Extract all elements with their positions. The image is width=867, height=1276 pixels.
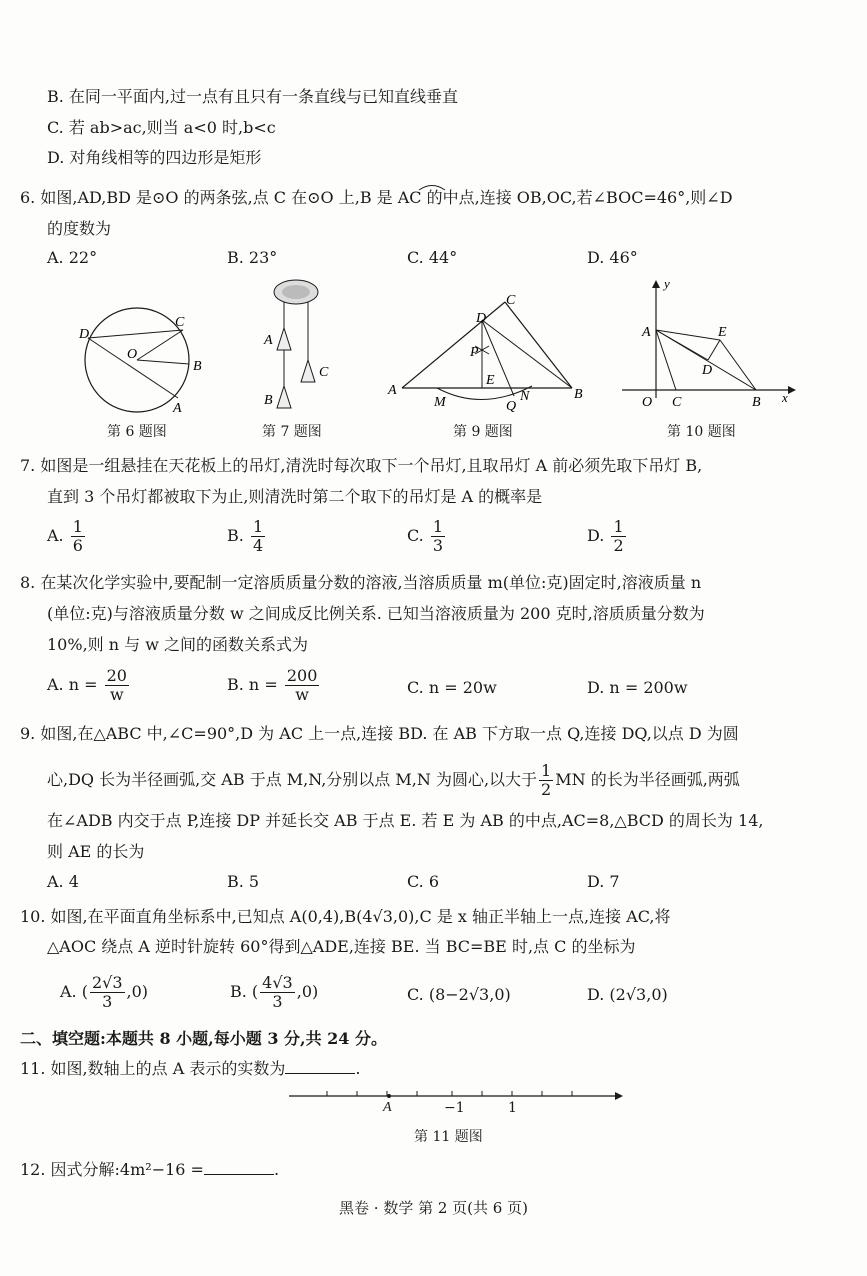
svg-text:B: B bbox=[574, 387, 583, 402]
q10-stem-line2: △AOC 绕点 A 逆时针旋转 60°得到△ADE,连接 BE. 当 BC=BE 时,点 C 的坐标为 bbox=[47, 937, 636, 956]
svg-text:M: M bbox=[434, 395, 446, 410]
figure-9-triangle bbox=[382, 290, 597, 420]
figure-6-caption: 第 6 题图 bbox=[107, 424, 167, 440]
q7-option-c-label: C. bbox=[407, 526, 424, 545]
q7-stem-line1: 7. 如图是一组悬挂在天花板上的吊灯,清洗时每次取下一个吊灯,且取吊灯 A 前必须先取下吊灯 B, bbox=[20, 456, 703, 475]
q7-option-a-label: A. bbox=[47, 526, 64, 545]
denominator: 3 bbox=[102, 992, 113, 1011]
q5-option-d: D. 对角线相等的四边形是矩形 bbox=[47, 148, 262, 167]
q9-option-c: C. 6 bbox=[407, 872, 440, 891]
q9-stem-line4: 则 AE 的长为 bbox=[47, 842, 145, 861]
numerator: 1 bbox=[252, 517, 264, 536]
denominator: w bbox=[109, 685, 124, 704]
svg-text:B: B bbox=[264, 393, 273, 408]
svg-text:A: A bbox=[173, 401, 182, 416]
q7-option-a bbox=[47, 518, 87, 555]
q9-stem-line3: 在∠ADB 内交于点 P,连接 DP 并延长交 AB 于点 E. 若 E 为 AB 的中点,AC=8,△BCD 的周长为 14, bbox=[47, 811, 764, 830]
numerator: 2√3 bbox=[91, 973, 123, 992]
svg-text:B: B bbox=[193, 359, 202, 374]
denominator: 3 bbox=[432, 536, 444, 555]
denominator: 3 bbox=[272, 992, 283, 1011]
q8-option-b-fraction bbox=[285, 667, 320, 704]
q8-option-c: C. n = 20w bbox=[407, 678, 497, 697]
q11-period: . bbox=[355, 1059, 361, 1078]
q10-option-b bbox=[230, 974, 318, 1011]
q6-option-c: C. 44° bbox=[407, 248, 458, 267]
q7-option-c bbox=[407, 518, 447, 555]
figure-7-lamps bbox=[256, 278, 346, 418]
page-footer: 黑卷 · 数学 第 2 页(共 6 页) bbox=[339, 1199, 528, 1217]
figure-10-coordinates bbox=[620, 278, 800, 418]
denominator: 6 bbox=[72, 536, 83, 555]
q7-option-d-label: D. bbox=[587, 526, 605, 545]
q9-option-b: B. 5 bbox=[227, 872, 260, 891]
q10-option-a-fraction bbox=[90, 974, 125, 1011]
svg-text:y: y bbox=[664, 276, 670, 291]
q7-option-a-fraction bbox=[71, 518, 85, 555]
svg-text:C: C bbox=[175, 315, 185, 330]
svg-text:Q: Q bbox=[506, 399, 517, 414]
q9-stem-line2 bbox=[47, 762, 740, 799]
q12-answer-blank[interactable] bbox=[204, 1160, 274, 1175]
q10-option-b-prefix: B. ( bbox=[230, 982, 259, 1001]
svg-text:x: x bbox=[782, 390, 788, 405]
q12-period: . bbox=[273, 1160, 280, 1179]
q8-option-a-label: A. n = bbox=[47, 675, 98, 694]
svg-text:A: A bbox=[264, 333, 273, 348]
q10-option-d: D. (2√3,0) bbox=[587, 985, 668, 1004]
q11-stem bbox=[20, 1058, 360, 1080]
section-2-heading: 二、填空题:本题共 8 小题,每小题 3 分,共 24 分。 bbox=[20, 1029, 388, 1048]
q11-label-a: A bbox=[383, 1100, 392, 1115]
q9-line2-part1: 心,DQ 长为半径画弧,交 AB 于点 M,N,分别以点 M,N 为圆心,以大于 bbox=[47, 770, 538, 789]
svg-text:P: P bbox=[470, 345, 479, 360]
q8-option-a-fraction bbox=[105, 667, 129, 704]
q11-label-one: 1 bbox=[508, 1100, 517, 1116]
q10-option-b-fraction bbox=[260, 974, 295, 1011]
q11-label-minus-one: −1 bbox=[444, 1100, 465, 1116]
svg-text:E: E bbox=[718, 325, 727, 340]
q5-option-c: C. 若 ab>ac,则当 a<0 时,b<c bbox=[47, 118, 276, 137]
q10-option-c: C. (8−2√3,0) bbox=[407, 985, 511, 1004]
denominator: 4 bbox=[252, 536, 264, 555]
figure-6-circle bbox=[75, 298, 215, 428]
q7-option-b-fraction bbox=[251, 518, 265, 555]
q9-line2-part2: MN 的长为半径画弧,两弧 bbox=[555, 770, 740, 789]
svg-text:A: A bbox=[642, 325, 651, 340]
q7-option-c-fraction bbox=[431, 518, 445, 555]
q9-half-fraction bbox=[539, 762, 553, 799]
figure-11-caption: 第 11 题图 bbox=[414, 1129, 483, 1145]
arc-mark bbox=[417, 183, 447, 191]
numerator: 1 bbox=[541, 761, 552, 780]
numerator: 1 bbox=[432, 517, 444, 536]
svg-text:N: N bbox=[520, 389, 530, 404]
q8-option-b-label: B. n = bbox=[227, 675, 278, 694]
figure-7-caption: 第 7 题图 bbox=[262, 424, 322, 440]
q9-option-d: D. 7 bbox=[587, 872, 620, 891]
q12-stem bbox=[20, 1159, 279, 1181]
q10-stem-line1: 10. 如图,在平面直角坐标系中,已知点 A(0,4),B(4√3,0),C 是 x 轴正半轴上一点,连接 AC,将 bbox=[20, 907, 671, 926]
q5-option-b: B. 在同一平面内,过一点有且只有一条直线与已知直线垂直 bbox=[47, 87, 459, 106]
q6-option-b: B. 23° bbox=[227, 248, 278, 267]
q12-text: 12. 因式分解:4m²−16 = bbox=[20, 1160, 204, 1179]
svg-text:D: D bbox=[476, 311, 487, 326]
svg-text:A: A bbox=[388, 383, 397, 398]
q10-option-b-suffix: ,0) bbox=[296, 982, 319, 1001]
svg-text:O: O bbox=[642, 395, 653, 410]
q8-option-b bbox=[227, 667, 321, 704]
q10-option-a-prefix: A. ( bbox=[60, 982, 88, 1001]
numerator: 4√3 bbox=[262, 973, 293, 992]
svg-text:O: O bbox=[127, 347, 138, 362]
svg-text:C: C bbox=[319, 365, 329, 380]
denominator: 2 bbox=[613, 536, 624, 555]
svg-text:C: C bbox=[506, 293, 516, 308]
numerator: 1 bbox=[613, 517, 624, 536]
figure-10-caption: 第 10 题图 bbox=[667, 424, 736, 440]
q6-option-a: A. 22° bbox=[47, 248, 98, 267]
svg-text:C: C bbox=[672, 395, 682, 410]
q11-text: 11. 如图,数轴上的点 A 表示的实数为 bbox=[20, 1059, 286, 1078]
q7-stem-line2: 直到 3 个吊灯都被取下为止,则清洗时第二个取下的吊灯是 A 的概率是 bbox=[47, 487, 543, 506]
q11-answer-blank[interactable] bbox=[285, 1059, 355, 1074]
denominator: w bbox=[295, 685, 309, 704]
q8-option-a bbox=[47, 667, 131, 704]
figure-9-caption: 第 9 题图 bbox=[453, 424, 513, 440]
svg-text:E: E bbox=[486, 373, 495, 388]
q6-stem-line2: 的度数为 bbox=[47, 219, 112, 238]
q6-stem-line1: 6. 如图,AD,BD 是⊙O 的两条弦,点 C 在⊙O 上,B 是 AC 的中点,连接 OB,OC,若∠BOC=46°,则∠D bbox=[20, 188, 733, 207]
q8-stem-line1: 8. 在某次化学实验中,要配制一定溶质质量分数的溶液,当溶质质量 m(单位:克)固定时,溶液质量 n bbox=[20, 573, 702, 592]
q8-stem-line3: 10%,则 n 与 w 之间的函数关系式为 bbox=[47, 635, 308, 654]
svg-text:D: D bbox=[702, 363, 713, 378]
denominator: 2 bbox=[541, 780, 552, 799]
svg-text:D: D bbox=[79, 327, 90, 342]
q9-option-a: A. 4 bbox=[47, 872, 79, 891]
q9-stem-line1: 9. 如图,在△ABC 中,∠C=90°,D 为 AC 上一点,连接 BD. 在 AB 下方取一点 Q,连接 DQ,以点 D 为圆 bbox=[20, 724, 739, 743]
q10-option-a bbox=[60, 974, 148, 1011]
q7-option-d bbox=[587, 518, 628, 555]
q8-stem-line2: (单位:克)与溶液质量分数 w 之间成反比例关系. 已知当溶液质量为 200 克时,溶质质量分数为 bbox=[47, 604, 705, 623]
svg-text:B: B bbox=[752, 395, 761, 410]
numerator: 1 bbox=[72, 517, 83, 536]
q7-option-b-label: B. bbox=[227, 526, 244, 545]
q10-option-a-suffix: ,0) bbox=[126, 982, 149, 1001]
numerator: 20 bbox=[106, 666, 127, 685]
q6-option-d: D. 46° bbox=[587, 248, 638, 267]
q8-option-d: D. n = 200w bbox=[587, 678, 688, 697]
q7-option-b bbox=[227, 518, 267, 555]
q7-option-d-fraction bbox=[611, 518, 625, 555]
numerator: 200 bbox=[286, 666, 318, 685]
